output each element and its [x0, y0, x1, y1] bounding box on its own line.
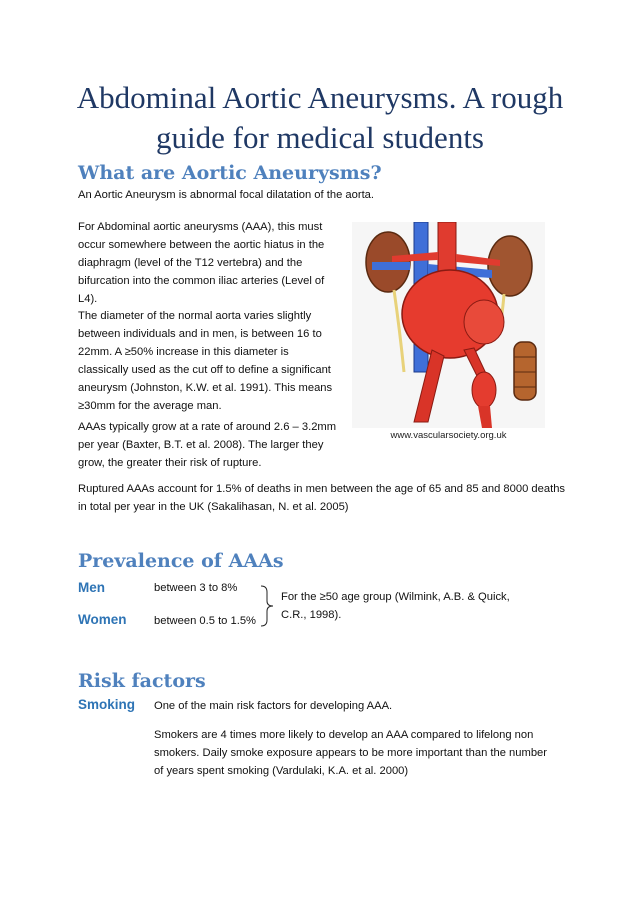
section-heading-risk-factors: Risk factors: [78, 670, 206, 692]
women-value: between 0.5 to 1.5%: [154, 615, 257, 627]
smoking-line2: Smokers are 4 times more likely to develop an AAA compared to lifelong non smokers. Daily smoke exposure appears to be more important than the number of years spent smoking (Vardulaki, K.A. et al. 2000): [154, 729, 547, 777]
men-label: Men: [78, 580, 105, 595]
paragraph-rupture: Ruptured AAAs account for 1.5% of deaths in men between the age of 65 and 85 and 8000 deaths in total per year in the UK (Sakalihasan, N. et al. 2005): [78, 483, 566, 513]
aneurysm-illustration: [352, 222, 545, 428]
paragraph-growth: AAAs typically grow at a rate of around 2.6 – 3.2mm per year (Baxter, B.T. et al. 2008). The larger they grow, the greater their risk of rupture.: [78, 421, 337, 469]
smoking-label: Smoking: [78, 697, 136, 712]
smoking-line1: One of the main risk factors for developing AAA.: [154, 700, 393, 712]
paragraph-location: For Abdominal aortic aneurysms (AAA), this must occur somewhere between the aortic hiatus in the diaphragm (level of the T12 vertebra) and the bifurcation into the common iliac arteries (Level of L4).: [78, 221, 325, 305]
section-heading-prevalence: Prevalence of AAAs: [78, 550, 284, 572]
intro-text: An Aortic Aneurysm is abnormal focal dilatation of the aorta.: [78, 189, 375, 201]
image-caption: www.vascularsociety.org.uk: [390, 430, 507, 441]
brace-icon: [259, 585, 275, 627]
paragraph-diameter: The diameter of the normal aorta varies slightly between individuals and in men, is between 16 to 22mm. A ≥50% increase in this diameter is classically used as the cut off to define a significant aneurysm (Johnston, K.W. et al. 1991). This means ≥30mm for the average man.: [78, 310, 333, 412]
women-label: Women: [78, 612, 127, 627]
section-heading-what-are: What are Aortic Aneurysms?: [78, 162, 382, 184]
page-title: Abdominal Aortic Aneurysms. A rough guide for medical students: [76, 80, 564, 155]
men-value: between 3 to 8%: [154, 582, 238, 594]
right-kidney-shape: [488, 236, 532, 296]
prevalence-note: For the ≥50 age group (Wilmink, A.B. & Quick, C.R., 1998).: [281, 591, 510, 621]
